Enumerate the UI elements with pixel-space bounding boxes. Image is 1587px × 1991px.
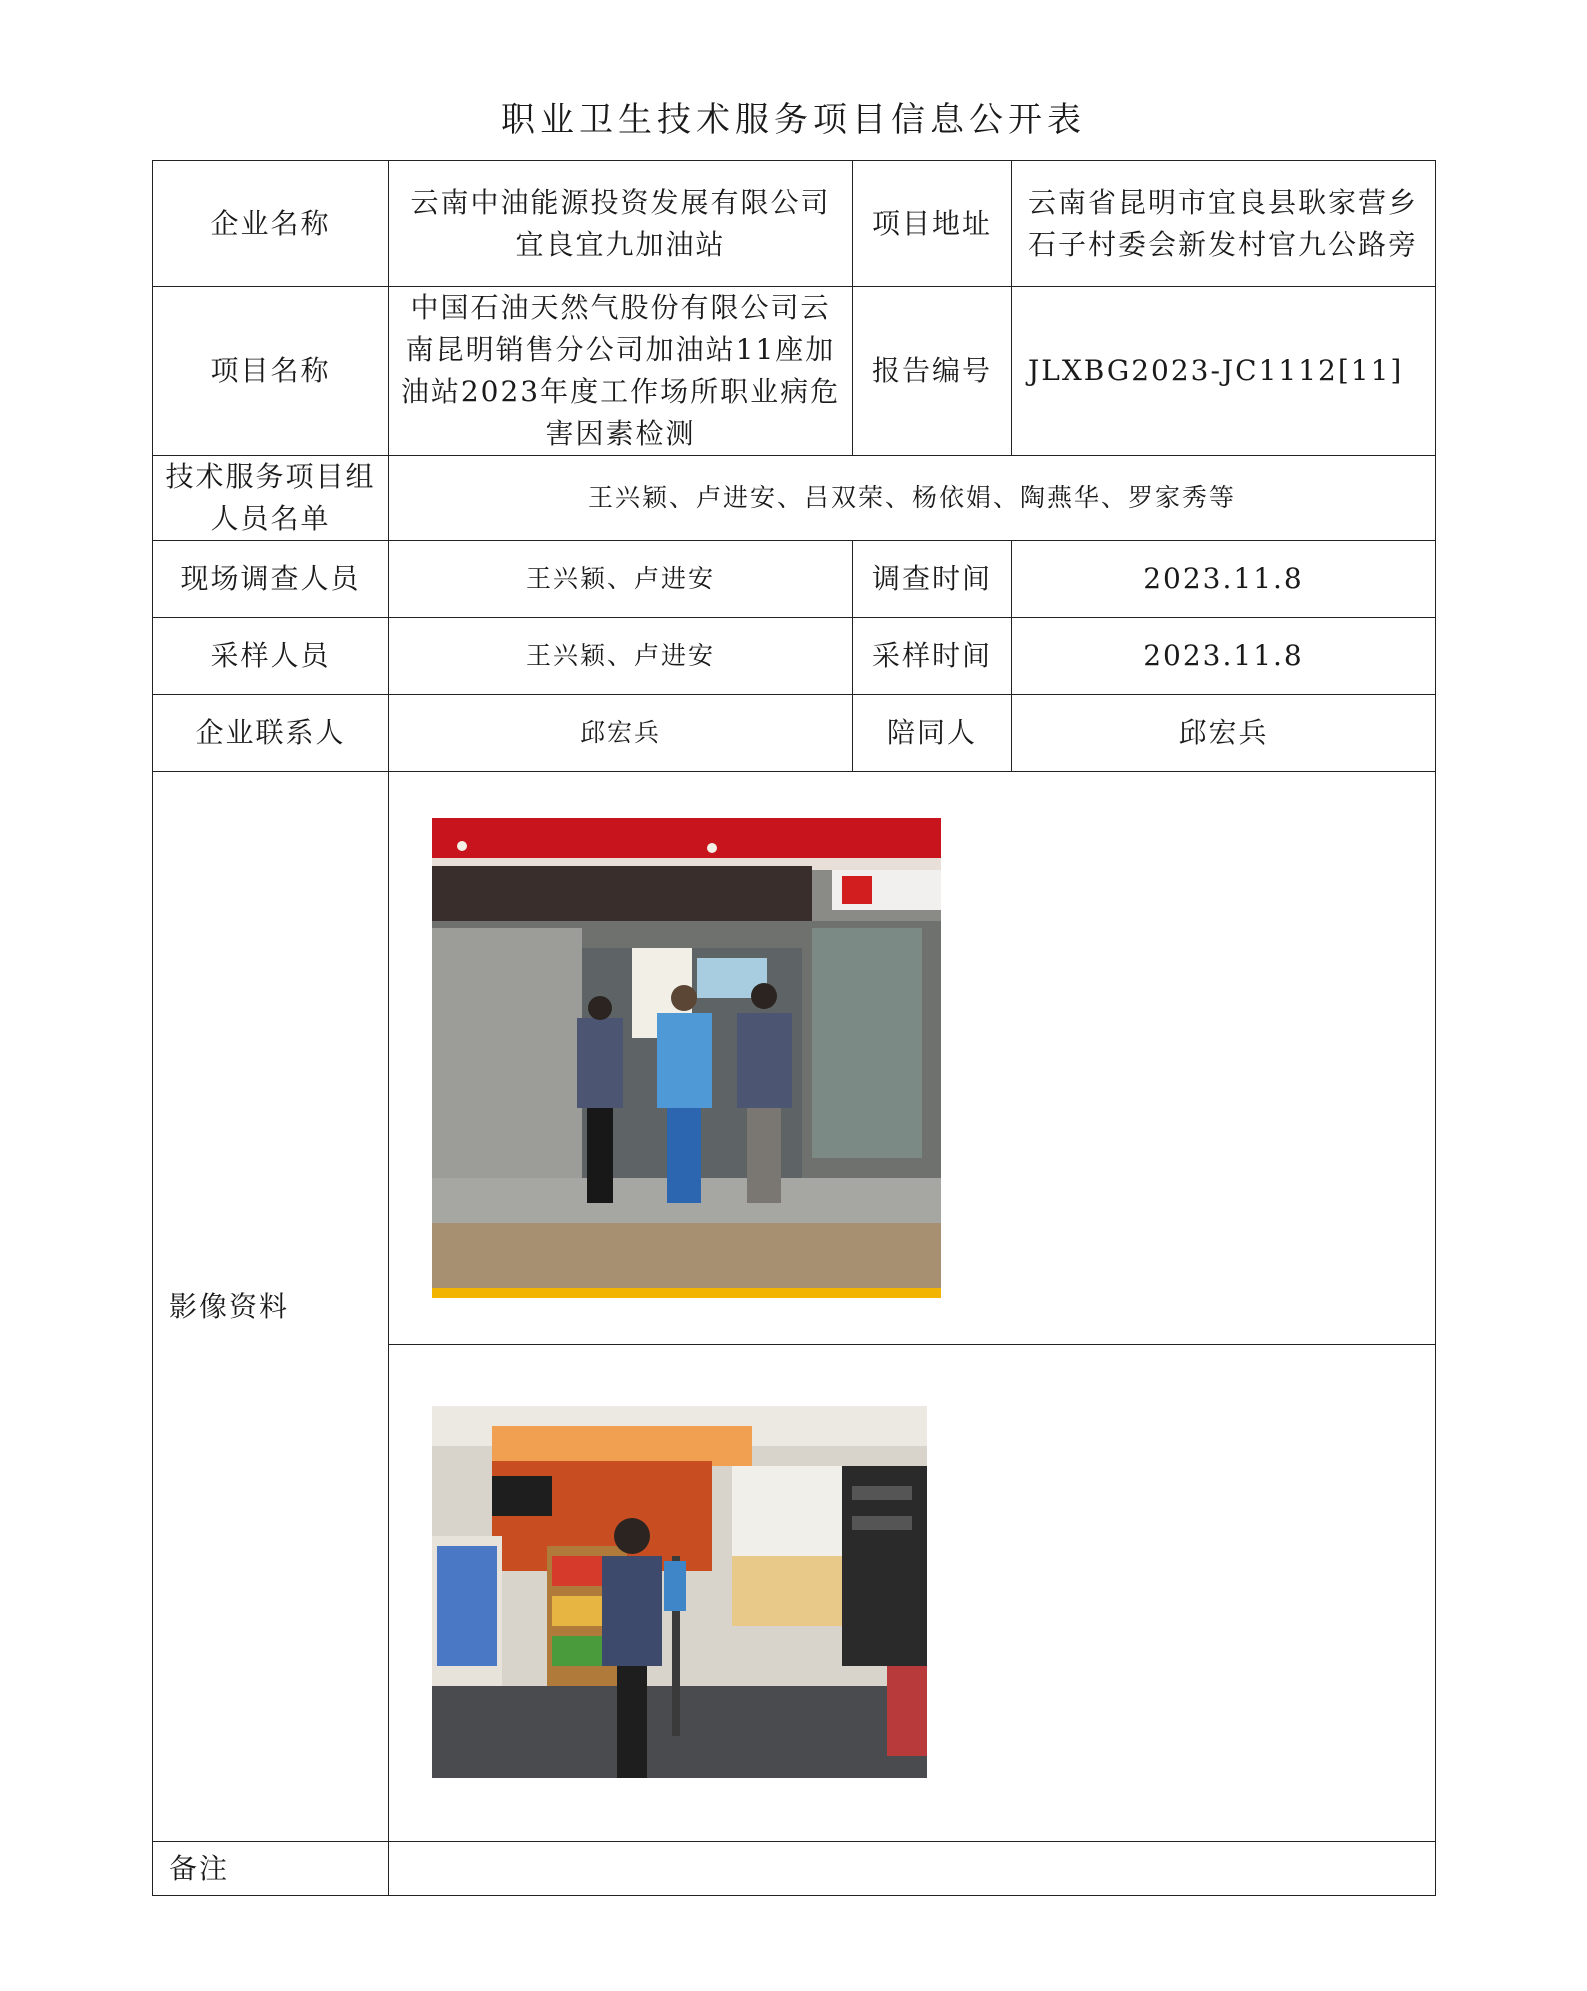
survey-staff-value: 王兴颖、卢进安 xyxy=(389,541,853,618)
team-value: 王兴颖、卢进安、吕双荣、杨依娟、陶燕华、罗家秀等 xyxy=(389,456,1436,541)
sampling-staff-value: 王兴颖、卢进安 xyxy=(389,618,853,695)
row-photo-1 xyxy=(153,772,1436,1345)
photo-cell-1 xyxy=(389,772,1436,1345)
project-label: 项目名称 xyxy=(153,287,389,456)
survey-staff-label: 现场调查人员 xyxy=(153,541,389,618)
survey-time-value: 2023.11.8 xyxy=(1012,541,1436,618)
sampling-staff-label: 采样人员 xyxy=(153,618,389,695)
report-label: 报告编号 xyxy=(853,287,1012,456)
images-label: 影像资料 xyxy=(153,772,389,1842)
address-label: 项目地址 xyxy=(853,161,1012,287)
row-contact xyxy=(153,695,1436,772)
sampling-time-value: 2023.11.8 xyxy=(1012,618,1436,695)
photo-cell-2 xyxy=(389,1345,1436,1842)
photo-station-entrance xyxy=(432,818,941,1298)
report-value: JLXBG2023-JC1112[11] xyxy=(1012,287,1436,456)
team-label: 技术服务项目组人员名单 xyxy=(153,456,389,541)
row-remarks xyxy=(153,1842,1436,1896)
row-company xyxy=(153,161,1436,287)
contact-value: 邱宏兵 xyxy=(389,695,853,772)
company-label: 企业名称 xyxy=(153,161,389,287)
company-value: 云南中油能源投资发展有限公司宜良宜九加油站 xyxy=(389,161,853,287)
photo-store-sampling xyxy=(432,1406,927,1778)
document-title: 职业卫生技术服务项目信息公开表 xyxy=(501,100,1086,140)
companion-label: 陪同人 xyxy=(853,695,1012,772)
project-value: 中国石油天然气股份有限公司云南昆明销售分公司加油站11座加油站2023年度工作场所职业病危害因素检测 xyxy=(389,287,853,456)
info-table xyxy=(152,160,1436,1896)
remarks-value xyxy=(389,1842,1436,1896)
companion-value: 邱宏兵 xyxy=(1012,695,1436,772)
row-survey xyxy=(153,541,1436,618)
row-sampling xyxy=(153,618,1436,695)
address-value: 云南省昆明市宜良县耿家营乡石子村委会新发村官九公路旁 xyxy=(1012,161,1436,287)
row-team xyxy=(153,456,1436,541)
contact-label: 企业联系人 xyxy=(153,695,389,772)
row-project xyxy=(153,287,1436,456)
survey-time-label: 调查时间 xyxy=(853,541,1012,618)
sampling-time-label: 采样时间 xyxy=(853,618,1012,695)
remarks-label: 备注 xyxy=(153,1842,389,1896)
